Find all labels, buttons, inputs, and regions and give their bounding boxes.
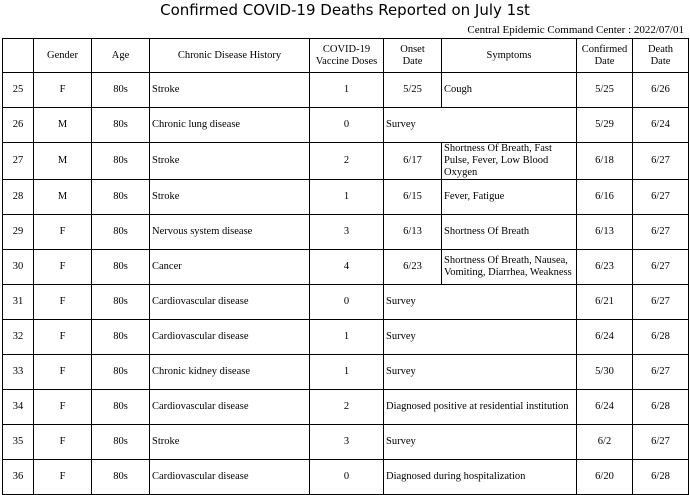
- vaccine-doses-cell: 0: [310, 108, 384, 143]
- symptoms-cell: Shortness Of Breath: [442, 215, 577, 250]
- age-cell: 80s: [92, 73, 150, 108]
- onset-date-cell: 6/23: [384, 250, 442, 285]
- gender-cell: F: [34, 355, 92, 390]
- death-date-cell: 6/27: [633, 425, 689, 460]
- gender-cell: F: [34, 390, 92, 425]
- death-date-cell: 6/27: [633, 355, 689, 390]
- case-number-cell: 26: [3, 108, 34, 143]
- gender-cell: M: [34, 108, 92, 143]
- gender-cell: F: [34, 320, 92, 355]
- vaccine-doses-cell: 2: [310, 390, 384, 425]
- chronic-history-cell: Cardiovascular disease: [150, 390, 310, 425]
- chronic-history-cell: Stroke: [150, 143, 310, 180]
- confirmed-date-cell: 5/30: [577, 355, 633, 390]
- chronic-history-cell: Stroke: [150, 73, 310, 108]
- gender-cell: F: [34, 215, 92, 250]
- table-row: [3, 425, 689, 460]
- death-date-cell: 6/24: [633, 108, 689, 143]
- vaccine-doses-cell: 4: [310, 250, 384, 285]
- gender-cell: F: [34, 73, 92, 108]
- case-number-cell: 36: [3, 460, 34, 495]
- age-cell: 80s: [92, 390, 150, 425]
- vaccine-doses-cell: 1: [310, 355, 384, 390]
- chronic-history-cell: Nervous system disease: [150, 215, 310, 250]
- symptoms-cell: Shortness Of Breath, Nausea, Vomiting, Diarrhea, Weakness: [442, 250, 577, 285]
- chronic-history-cell: Stroke: [150, 180, 310, 215]
- table-row: [3, 285, 689, 320]
- gender-cell: F: [34, 425, 92, 460]
- table-row: [3, 143, 689, 180]
- col-header-confirmed: [577, 39, 633, 73]
- onset-symptoms-note-cell: Survey: [384, 320, 577, 355]
- confirmed-date-cell: 5/29: [577, 108, 633, 143]
- chronic-history-cell: Cardiovascular disease: [150, 285, 310, 320]
- death-date-cell: 6/27: [633, 215, 689, 250]
- table-row: [3, 460, 689, 495]
- vaccine-doses-cell: 0: [310, 285, 384, 320]
- gender-cell: F: [34, 250, 92, 285]
- age-cell: 80s: [92, 180, 150, 215]
- onset-symptoms-note-cell: Diagnosed during hospitalization: [384, 460, 577, 495]
- col-header-history: Chronic Disease History: [150, 39, 310, 73]
- confirmed-date-cell: 6/16: [577, 180, 633, 215]
- age-cell: 80s: [92, 215, 150, 250]
- confirmed-date-cell: 5/25: [577, 73, 633, 108]
- symptoms-cell: Cough: [442, 73, 577, 108]
- age-cell: 80s: [92, 425, 150, 460]
- chronic-history-cell: Cancer: [150, 250, 310, 285]
- confirmed-date-cell: 6/2: [577, 425, 633, 460]
- gender-cell: F: [34, 460, 92, 495]
- onset-date-cell: 6/15: [384, 180, 442, 215]
- col-header-gender: Gender: [34, 39, 92, 73]
- age-cell: 80s: [92, 285, 150, 320]
- vaccine-doses-cell: 0: [310, 460, 384, 495]
- vaccine-doses-cell: 3: [310, 215, 384, 250]
- chronic-history-cell: Cardiovascular disease: [150, 460, 310, 495]
- death-date-cell: 6/28: [633, 390, 689, 425]
- table-row: [3, 390, 689, 425]
- onset-symptoms-note-cell: Survey: [384, 425, 577, 460]
- col-header-no: [3, 39, 34, 73]
- death-date-cell: 6/28: [633, 460, 689, 495]
- onset-symptoms-note-cell: Survey: [384, 285, 577, 320]
- case-number-cell: 34: [3, 390, 34, 425]
- death-date-cell: 6/27: [633, 250, 689, 285]
- case-number-cell: 32: [3, 320, 34, 355]
- col-header-doses: [310, 39, 384, 73]
- confirmed-date-cell: 6/23: [577, 250, 633, 285]
- death-date-cell: 6/27: [633, 180, 689, 215]
- case-number-cell: 31: [3, 285, 34, 320]
- vaccine-doses-cell: 1: [310, 180, 384, 215]
- case-number-cell: 27: [3, 143, 34, 180]
- age-cell: 80s: [92, 250, 150, 285]
- confirmed-date-cell: 6/24: [577, 390, 633, 425]
- gender-cell: F: [34, 285, 92, 320]
- age-cell: 80s: [92, 355, 150, 390]
- col-header-age: Age: [92, 39, 150, 73]
- table-row: [3, 180, 689, 215]
- case-number-cell: 25: [3, 73, 34, 108]
- table-row: [3, 215, 689, 250]
- onset-symptoms-note-cell: Diagnosed positive at residential institution: [384, 390, 577, 425]
- col-header-onset-line2: Date: [402, 55, 423, 67]
- col-header-onset-line1: Onset: [400, 43, 425, 55]
- onset-date-cell: 5/25: [384, 73, 442, 108]
- confirmed-date-cell: 6/20: [577, 460, 633, 495]
- onset-date-cell: 6/17: [384, 143, 442, 180]
- col-header-doses-line1: COVID-19: [322, 43, 371, 55]
- header-row: [3, 39, 689, 73]
- col-header-death-line2: Date: [650, 55, 671, 67]
- age-cell: 80s: [92, 460, 150, 495]
- onset-symptoms-note-cell: Survey: [384, 108, 577, 143]
- page-title: Confirmed COVID-19 Deaths Reported on July 1st: [160, 1, 530, 19]
- table-row: [3, 320, 689, 355]
- confirmed-date-cell: 6/24: [577, 320, 633, 355]
- col-header-confirmed-line1: Confirmed: [581, 43, 628, 55]
- symptoms-cell: Fever, Fatigue: [442, 180, 577, 215]
- age-cell: 80s: [92, 143, 150, 180]
- chronic-history-cell: Cardiovascular disease: [150, 320, 310, 355]
- chronic-history-cell: Stroke: [150, 425, 310, 460]
- case-number-cell: 33: [3, 355, 34, 390]
- vaccine-doses-cell: 3: [310, 425, 384, 460]
- case-number-cell: 28: [3, 180, 34, 215]
- case-number-cell: 35: [3, 425, 34, 460]
- death-date-cell: 6/27: [633, 143, 689, 180]
- gender-cell: M: [34, 180, 92, 215]
- table-row: [3, 73, 689, 108]
- table-row: [3, 108, 689, 143]
- case-number-cell: 29: [3, 215, 34, 250]
- confirmed-date-cell: 6/18: [577, 143, 633, 180]
- symptoms-cell: Shortness Of Breath, Fast Pulse, Fever, Low Blood Oxygen: [442, 143, 577, 180]
- age-cell: 80s: [92, 320, 150, 355]
- table-row: [3, 250, 689, 285]
- source-note: Central Epidemic Command Center : 2022/07/01: [467, 24, 684, 36]
- chronic-history-cell: Chronic kidney disease: [150, 355, 310, 390]
- col-header-doses-line2: Vaccine Doses: [315, 55, 378, 67]
- gender-cell: M: [34, 143, 92, 180]
- col-header-death-line1: Death: [647, 43, 674, 55]
- death-date-cell: 6/28: [633, 320, 689, 355]
- col-header-onset: [384, 39, 442, 73]
- onset-symptoms-note-cell: Survey: [384, 355, 577, 390]
- col-header-symptoms: Symptoms: [442, 39, 577, 73]
- death-date-cell: 6/27: [633, 285, 689, 320]
- onset-date-cell: 6/13: [384, 215, 442, 250]
- vaccine-doses-cell: 2: [310, 143, 384, 180]
- deaths-table: [2, 38, 689, 495]
- age-cell: 80s: [92, 108, 150, 143]
- confirmed-date-cell: 6/13: [577, 215, 633, 250]
- col-header-confirmed-line2: Date: [594, 55, 615, 67]
- table-row: [3, 355, 689, 390]
- case-number-cell: 30: [3, 250, 34, 285]
- col-header-death: [633, 39, 689, 73]
- vaccine-doses-cell: 1: [310, 73, 384, 108]
- vaccine-doses-cell: 1: [310, 320, 384, 355]
- chronic-history-cell: Chronic lung disease: [150, 108, 310, 143]
- confirmed-date-cell: 6/21: [577, 285, 633, 320]
- death-date-cell: 6/26: [633, 73, 689, 108]
